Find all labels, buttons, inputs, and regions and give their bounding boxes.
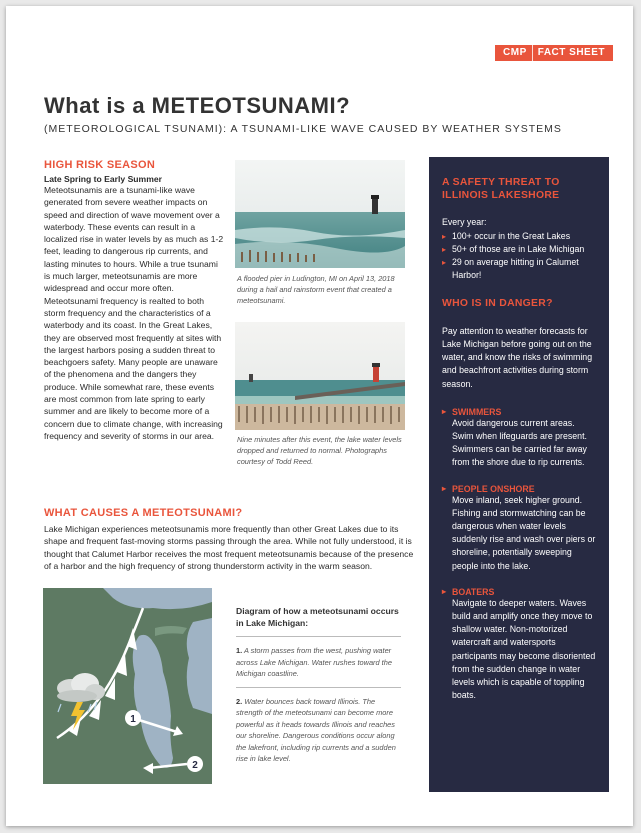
pier-after-photo (235, 322, 405, 430)
flooded-pier-caption: A flooded pier in Ludington, MI on April 13, 2018 during a hail and rainstorm event that created a meteotsunami. (237, 274, 395, 305)
high-risk-section (44, 159, 224, 442)
onshore-label: ▸ PEOPLE ONSHORE (442, 484, 597, 494)
pier-after-caption: Nine minutes after this event, the lake water levels dropped and returned to normal. Photographs courtesy of Todd Reed. (237, 435, 402, 466)
causes-heading: WHAT CAUSES A METEOTSUNAMI? (44, 507, 243, 519)
diagram-step-1: 1. A storm passes from the west, pushing water across Lake Michigan. Water rushes toward the Michigan coastline. (236, 646, 392, 678)
causes-body: Lake Michigan experiences meteotsunamis more frequently than other Great Lakes due to its shape and frequent fast-moving storms passing through the area. While not fully understood, it is thought that Calumet Harbor receives the most frequent meteotsunamis because of the presence of a harbor and the high frequency of strong thunderstorm activity in the warm season. (44, 524, 414, 571)
danger-heading: WHO IS IN DANGER? (442, 298, 553, 310)
map-marker-1: 1 (130, 714, 136, 725)
diagram-title: Diagram of how a meteotsunami occurs in Lake Michigan: (236, 606, 399, 628)
high-risk-heading: HIGH RISK SEASON (44, 159, 156, 171)
swimmers-body: Avoid dangerous current areas. Swim when lifeguards are present. Swimmers can be carried far away from the shore due to rip currents. (452, 417, 587, 468)
stat-item: ▸ 29 on average hitting in Calumet Harbor! (442, 256, 597, 282)
flooded-pier-photo (235, 160, 405, 268)
every-year-label: Every year: (442, 217, 487, 227)
danger-intro: Pay attention to weather forecasts for Lake Michigan before going out on the water, and know the risks of swimming and beachfront activities during storm season. (442, 325, 593, 389)
diagram-divider (236, 636, 401, 637)
diagram-step-2: 2. Water bounces back toward Illinois. The strength of the meteotsunami can become more powerful as it heads towards Illinois and reaches our shoreline. Dangerous conditions occur along the lakefront, including rip currents and a sudden rise in lake level. (236, 696, 396, 763)
safety-sidebar (429, 157, 609, 792)
diagram-divider (236, 687, 401, 688)
boaters-body: Navigate to deeper waters. Waves build and amplify once they move to shallow water. Non-motorized watercraft and watersports participants may become disoriented from the sudden change in water levels which is capable of toppling boats. (452, 597, 596, 701)
onshore-body: Move inland, seek higher ground. Fishing and stormwatching can be dangerous when water levels suddenly rise and wash over piers or shoreline, potentially sweeping people into the lake. (452, 494, 596, 571)
swimmers-label: ▸ SWIMMERS (442, 407, 597, 417)
lake-michigan-map (43, 588, 212, 784)
fact-sheet-tag (495, 45, 613, 61)
stat-item: ▸ 100+ occur in the Great Lakes (442, 230, 597, 243)
causes-section (44, 507, 420, 572)
stat-item: ▸ 50+ of those are in Lake Michigan (442, 243, 597, 256)
diagram-explanation (236, 605, 401, 765)
page-title: What is a METEOTSUNAMI? (44, 93, 351, 118)
fact-sheet-label: FACT SHEET (537, 47, 605, 58)
map-marker-2: 2 (192, 760, 198, 771)
cmp-brand: CMP (503, 45, 533, 61)
boaters-label: ▸ BOATERS (442, 587, 597, 597)
high-risk-subheading: Late Spring to Early Summer (44, 174, 162, 184)
threat-heading: A SAFETY THREAT TO ILLINOIS LAKESHORE (442, 177, 560, 201)
high-risk-body: Meteotsunamis are a tsunami-like wave generated from severe weather impacts on speed and direction of wave movement over a waterbody. These events can result in a localized rise in water levels by as much as 1-2 feet, leading to dangerous rip currents, and lasting minutes to hours. While a true tsunami is much larger, meteotsunamis are more widespread and occur more often. Meteotsunami frequency is realted to both storm frequency and the characteristics of a waterbody and its coast. In the Great Lakes, they are observed most frequently at sites with the largest harbors posing a sudden threat to beachgoers safety. Many people are unaware of the phenomena and the dangers they produce. While somewhat rare, these events are most common from late spring to early summer and are likely to become more of a concern due to climate change, with increasing frequency and severity of storms in our area. (44, 185, 224, 441)
fact-sheet-page (6, 6, 633, 826)
page-subtitle: (METEOROLOGICAL TSUNAMI): A TSUNAMI-LIKE WAVE CAUSED BY WEATHER SYSTEMS (44, 123, 562, 135)
stats-list (442, 230, 597, 282)
